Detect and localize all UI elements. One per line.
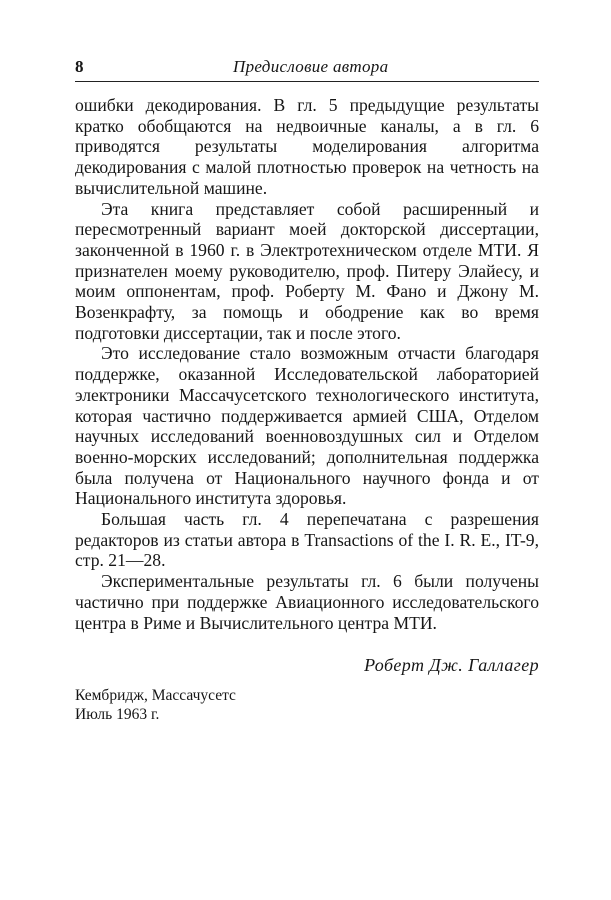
running-title: Предисловие автора <box>233 57 389 76</box>
paragraph-reprint: Большая часть гл. 4 перепечатана с разрешения редакторов из статьи автора в Transactions of the I. R. E., IT-9, стр. 21—28. <box>75 509 539 571</box>
page-header <box>75 55 539 81</box>
header-rule <box>75 81 539 82</box>
body-text <box>75 95 539 633</box>
paragraph-dissertation: Эта книга представляет собой расширенный и пересмотренный вариант моей докторской диссертации, законченной в 1960 г. в Электротехническом отделе МТИ. Я признателен моему руководителю, проф. Питеру Элайесу, и моим оппонентам, проф. Роберту М. Фано и Джону М. Возенкрафту, за помощь и ободрение как во время подготовки диссертации, так и после этого. <box>75 198 539 343</box>
page-number: 8 <box>75 57 84 76</box>
place-line: Кембридж, Массачусетс <box>75 687 236 704</box>
paragraph-experiments: Экспериментальные результаты гл. 6 были получены частично при поддержке Авиационного исследовательского центра в Риме и Вычислительного центра МТИ. <box>75 571 539 633</box>
date-line: Июль 1963 г. <box>75 706 160 723</box>
paragraph-support: Это исследование стало возможным отчасти благодаря поддержке, оказанной Исследовательской лабораторией электроники Массачусетского технологического института, которая частично поддерживается армией США, Отделом научных исследований военновоздушных сил и Отделом военно-морских исследований; дополнительная поддержка была получена от Национального научного фонда и от Национального института здоровья. <box>75 343 539 509</box>
place-date <box>75 686 236 724</box>
paragraph-continuation: ошибки декодирования. В гл. 5 предыдущие результаты кратко обобщаются на недвоичные каналы, а в гл. 6 приводятся результаты моделирования алгоритма декодирования с малой плотностью проверок на четность на вычислительной машине. <box>75 95 539 198</box>
author-signature: Роберт Дж. Галлагер <box>364 655 539 675</box>
